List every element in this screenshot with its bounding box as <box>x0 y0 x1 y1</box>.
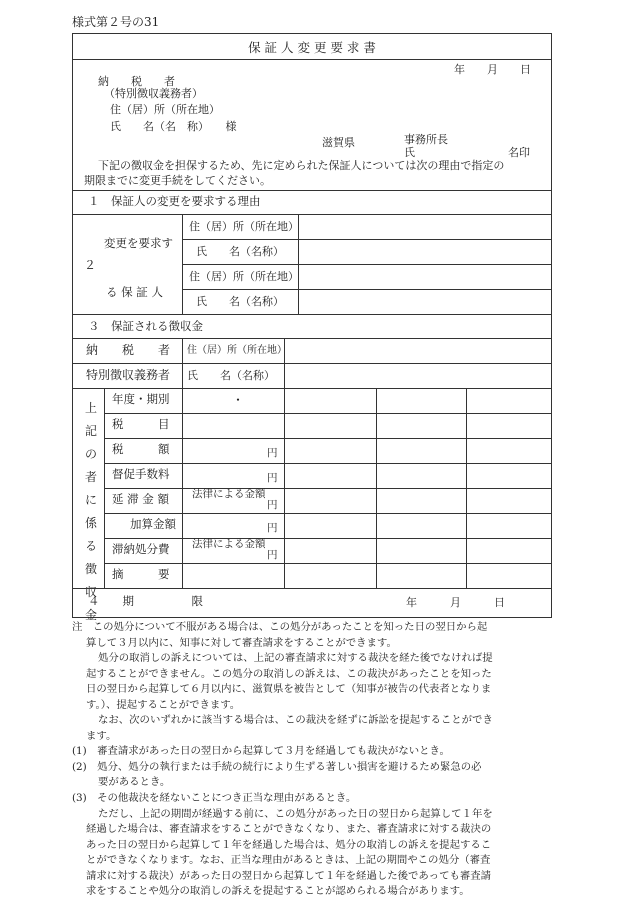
issuer-prefecture: 滋賀県 <box>322 136 355 149</box>
addressee-name-label: 氏 名（名 称） 様 <box>110 120 237 133</box>
by-law-late-fee: 法律による金額 <box>192 488 266 500</box>
yen-additional: 円 <box>267 522 278 534</box>
note-line: なお、次のいずれかに該当する場合は、この裁決を経ずに訴訟を提起することができ <box>98 714 493 727</box>
note-line: (2) 処分、処分の執行または手続の続行により生ずる著しい損害を避けるため緊急の必 <box>72 760 482 773</box>
title-divider <box>72 59 552 60</box>
deadline-date: 年 月 日 <box>406 596 505 609</box>
issuer-name-label: 氏 <box>404 146 415 159</box>
notes <box>72 620 562 900</box>
taxpayer-label: 納 税 者 <box>86 343 171 357</box>
note-line: 請求に対する裁決）があった日の翌日から起算して１年を経過した後であっても審査請 <box>86 869 492 882</box>
amount-row-line <box>104 413 552 414</box>
guarantor-2-address-label: 住（居）所（所在地） <box>189 270 299 283</box>
addressee-taxpayer: 納 税 者 <box>98 75 175 88</box>
yen-disposition: 円 <box>267 549 278 561</box>
section-1-divider <box>72 214 552 215</box>
taxpayer-address-label: 住（居）所（所在地） <box>187 345 287 356</box>
intro-line-2: 期限までに変更手続をしてください。 <box>84 174 271 187</box>
addressee-collector: （特別徴収義務者） <box>104 87 203 100</box>
taxpayer-name-label: 氏 名（名称） <box>187 369 275 382</box>
guarantor-2-name-label: 氏 名（名称） <box>196 295 284 308</box>
note-line: 起することができません。この処分の取消しの訴えは、この裁決があったことを知った <box>86 667 492 680</box>
note-line: あった日の翌日から起算して１年を経過した場合は、処分の取消しの訴えを提起するこ <box>86 838 492 851</box>
intro-line-1: 下記の徴収金を担保するため、先に定められた保証人については次の理由で指定の <box>98 159 505 172</box>
taxpayer-row-line <box>72 363 552 364</box>
note-line: 日の翌日から起算して６月以内に、滋賀県を被告として（知事が被告の代表者となりま <box>86 683 492 696</box>
issue-date: 年 月 日 <box>454 63 531 76</box>
row-label-additional: 加算金額 <box>130 517 176 531</box>
note-line: (1) 審査請求があった日の翌日から起算して３月を経過しても裁決がないとき。 <box>72 745 450 758</box>
amount-grid-bottom <box>72 588 552 589</box>
issuer-seal: 名印 <box>508 146 530 159</box>
note-line: 経過した場合は、審査請求をすることができなくなり、また、審査請求に対する裁決の <box>86 823 492 836</box>
by-law-disposition: 法律による金額 <box>192 538 266 550</box>
row-label-tax-amount: 税 額 <box>112 442 170 456</box>
issuer-office: 事務所長 <box>404 133 448 146</box>
taxpayer-divider <box>72 388 552 389</box>
row-label-period: 年度・期別 <box>112 392 170 406</box>
section-2-row-line <box>182 264 552 265</box>
section-2-row-line <box>182 289 552 290</box>
section-1-heading: １ 保証人の変更を要求する理由 <box>88 194 261 208</box>
amount-row-line <box>104 463 552 464</box>
yen-tax-amount: 円 <box>267 447 278 459</box>
section-2-row-line <box>182 239 552 240</box>
row-label-fee: 督促手数料 <box>112 467 170 481</box>
period-separator: ・ <box>232 393 245 407</box>
collector-label: 特別徴収義務者 <box>86 368 171 382</box>
note-line: 要があるとき。 <box>98 776 171 789</box>
yen-fee: 円 <box>267 472 278 484</box>
amount-row-line <box>104 438 552 439</box>
form-number: 様式第２号の31 <box>72 15 160 29</box>
row-label-summary: 摘 要 <box>112 567 170 581</box>
note-line: す。）、提起することができます。 <box>86 698 241 711</box>
section-2-divider <box>72 314 552 315</box>
section-4-label: ４ 期 限 <box>88 594 203 608</box>
row-label-late-fee: 延 滞 金 額 <box>112 492 169 506</box>
amount-row-line <box>104 513 552 514</box>
note-line: 算して３月以内に、知事に対して審査請求をすることができます。 <box>86 636 397 649</box>
row-label-disposition: 滞納処分費 <box>112 542 170 556</box>
section-2-number: ２ <box>84 258 97 272</box>
note-line: ます。 <box>86 729 117 742</box>
row-label-tax-item: 税 目 <box>112 417 170 431</box>
amount-row-line <box>104 563 552 564</box>
note-line: 求をすることや処分の取消しの訴えを提起することが認められる場合があります。 <box>86 885 470 898</box>
section-3-heading: ３ 保証される徴収金 <box>88 319 203 333</box>
section-2-label-top: 変更を要求す <box>104 236 173 250</box>
note-line: 処分の取消しの訴えについては、上記の審査請求に対する裁決を経た後でなければ提 <box>98 652 493 665</box>
note-line: (3) その他裁決を経ないことにつき正当な理由があるとき。 <box>72 792 357 805</box>
header-divider <box>72 190 552 191</box>
document-title: 保 証 人 変 更 要 求 書 <box>248 40 376 55</box>
addressee-address-label: 住（居）所（所在地） <box>110 103 220 116</box>
guarantor-1-name-label: 氏 名（名称） <box>196 245 284 258</box>
amount-row-line <box>104 488 552 489</box>
note-line: ただし、上記の期間が経過する前に、この処分があった日の翌日から起算して１年を <box>98 807 493 820</box>
section-2-label-bottom: る 保 証 人 <box>106 285 163 299</box>
guarantor-1-address-label: 住（居）所（所在地） <box>189 220 299 233</box>
yen-late-fee: 円 <box>267 499 278 511</box>
section-3-divider <box>72 338 552 339</box>
note-line: 注 この処分について不服がある場合は、この処分があったことを知った日の翌日から起 <box>72 621 488 633</box>
amount-row-line <box>104 538 552 539</box>
side-label: 上 記 の 者 に 係 る 徴 収 金 <box>84 401 97 622</box>
note-line: とができなくなります。なお、正当な理由があるときは、上記の期間やこの処分（審査 <box>86 854 491 867</box>
